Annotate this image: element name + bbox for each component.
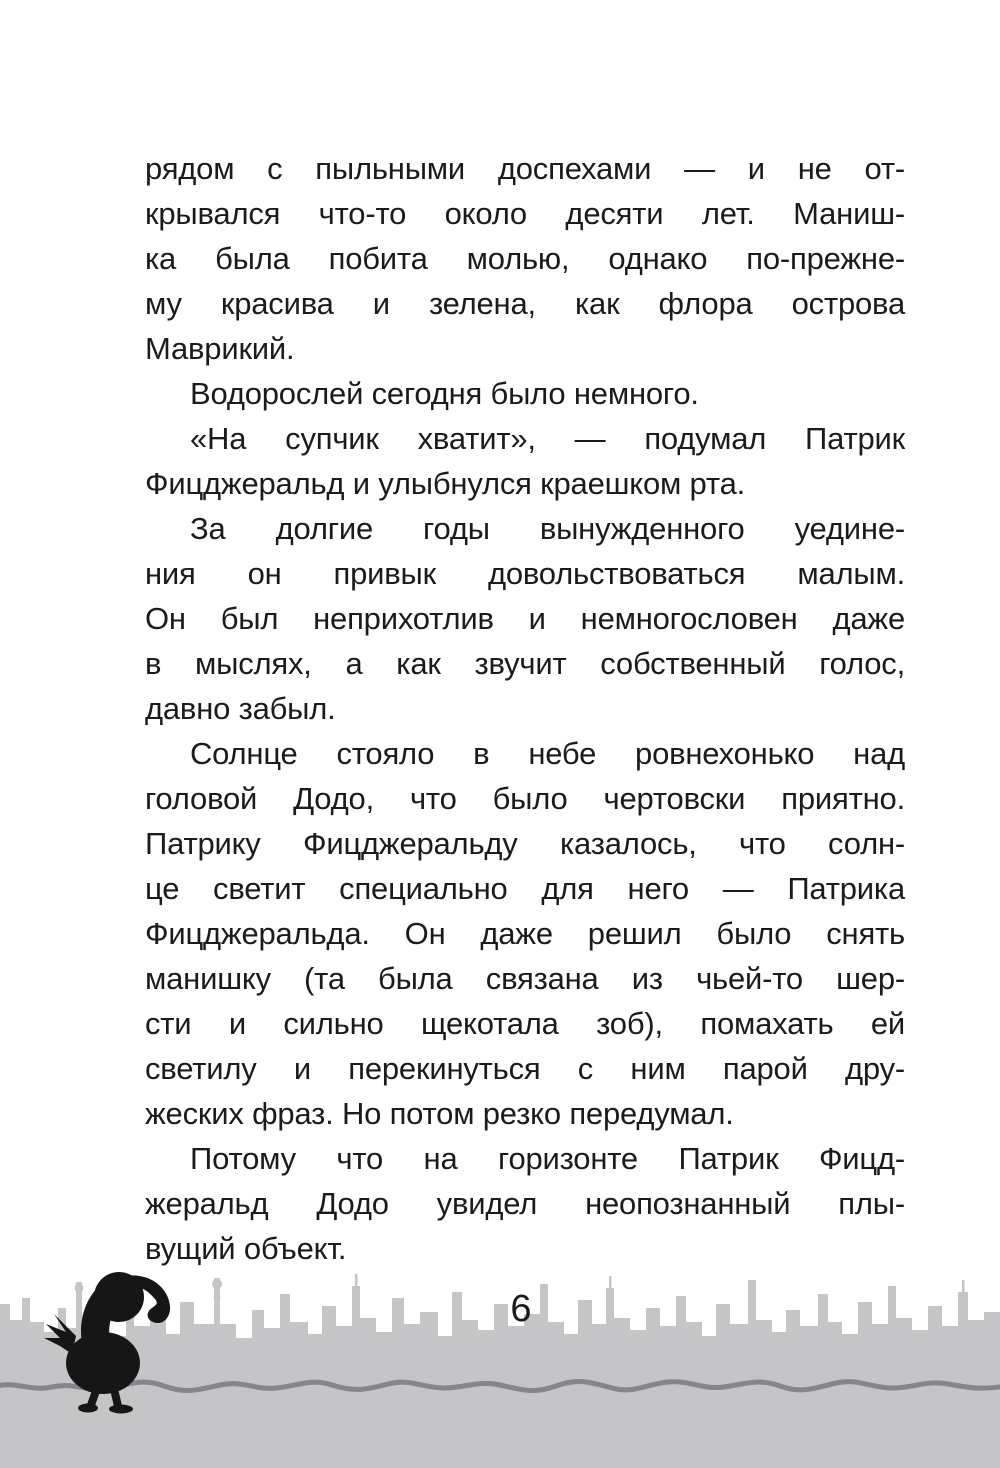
text-line: давно забыл. <box>145 691 336 726</box>
text-line: манишку (та была связана из чьей-то шер- <box>145 961 905 996</box>
text-line: жеских фраз. Но потом резко передумал. <box>145 1096 734 1131</box>
text-line: За долгие годы вынужденного уедине- <box>190 511 905 546</box>
text-line: «На супчик хватит», — подумал Патрик <box>190 421 905 456</box>
text-line: Патрику Фицджеральду казалось, что солн- <box>145 826 905 861</box>
text-line: Потому что на горизонте Патрик Фицд- <box>190 1141 905 1176</box>
text-line: Солнце стояло в небе ровнехонько над <box>190 736 905 771</box>
text-line: це светит специально для него — Патрика <box>145 871 905 906</box>
text-line: вущий объект. <box>145 1231 347 1266</box>
text-line: рядом с пыльными доспехами — и не от- <box>145 151 905 186</box>
body-text <box>145 146 905 1271</box>
text-line: Водорослей сегодня было немного. <box>190 376 699 411</box>
text-line: жеральд Додо увидел неопознанный плы- <box>145 1186 905 1221</box>
text-line: Он был неприхотлив и немногословен даже <box>145 601 905 636</box>
text-line: Фицджеральда. Он даже решил было снять <box>145 916 905 951</box>
text-line: му красива и зелена, как флора острова <box>145 286 905 321</box>
text-line: светилу и перекинуться с ним парой дру- <box>145 1051 905 1086</box>
page-number: 6 <box>510 1288 532 1330</box>
text-line: сти и сильно щекотала зоб), помахать ей <box>145 1006 905 1041</box>
text-line: Фицджеральд и улыбнулся краешком рта. <box>145 466 746 501</box>
text-line: Маврикий. <box>145 331 295 366</box>
text-line: ка была побита молью, однако по-прежне- <box>145 241 905 276</box>
text-line: крывался что-то около десяти лет. Маниш- <box>145 196 905 231</box>
text-line: в мыслях, а как звучит собственный голос, <box>145 646 905 681</box>
text-line: головой Додо, что было чертовски приятно. <box>145 781 905 816</box>
text-line: ния он привык довольствоваться малым. <box>145 556 905 591</box>
